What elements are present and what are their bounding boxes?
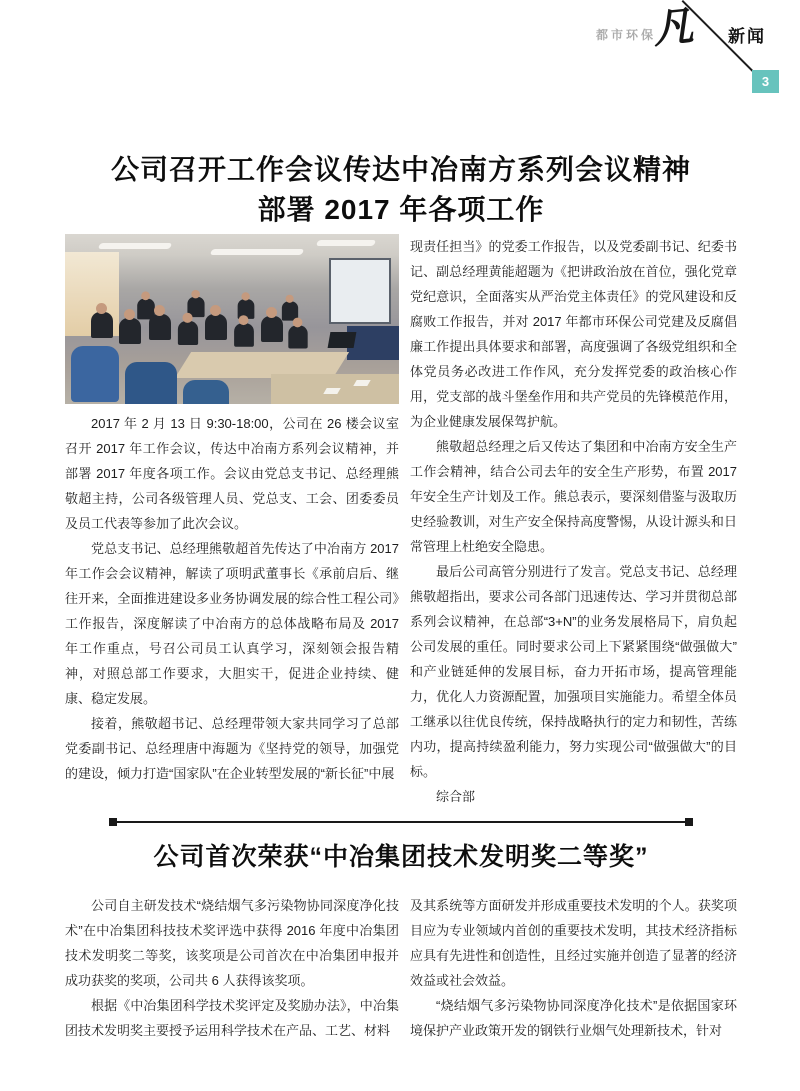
laptop — [328, 332, 357, 348]
article1-paragraph: 最后公司高管分别进行了发言。党总支书记、总经理熊敬超指出，要求公司各部门迅速传达、学习并贯彻总部系列会议精神，在总部“3+N”的业务发展格局下，肩负起公司发展的重任。同时要求公司上下紧紧围绕“做强做大”和产业链延伸的发展目标，奋力开拓市场，提高管理能力，优化人力资源配置，加强项目实施能力。希望全体员工继承以往优良传统，保持战略执行的定力和韧性，苦练内功，提高持续盈利能力，努力实现公司“做强做大”的目标。 — [410, 564, 737, 779]
ceiling-light — [210, 249, 304, 255]
article2-title: 公司首次荣获“中冶集团技术发明奖二等奖” — [153, 843, 649, 871]
meeting-photo — [65, 234, 399, 404]
article2-body — [65, 893, 737, 1043]
page-number-badge: 3 — [752, 70, 779, 93]
section-label-news: 新闻 — [728, 27, 766, 46]
attendee — [288, 326, 307, 349]
attendee — [91, 312, 113, 338]
ceiling-light — [316, 240, 376, 246]
article1-title-line2: 部署 2017 年各项工作 — [257, 194, 545, 225]
attendee — [178, 321, 198, 345]
brand-text: 都市环保 — [596, 28, 657, 42]
article1-title — [65, 150, 737, 230]
article1-body — [65, 234, 737, 809]
attendee — [234, 323, 254, 346]
article1-paragraph: 现责任担当》的党委工作报告，以及党委副书记、纪委书记、副总经理黄能超题为《把讲政治放在首位，强化党章党纪意识，全面落实从严治党主体责任》的党风建设和反腐败工作报告，并对 2017 年都市环保公司党建及反腐倡廉工作提出具体要求和部署，高度强调了各级党组织和全体党员务必改进工作作风，充分发挥党委的政治核心作用，党支部的战斗堡垒作用和共产党员的先锋模范作用，为企业健康发展保驾护航。 — [410, 239, 737, 429]
logo-calligraphy-glyph: 凡 — [650, 2, 696, 53]
article1-title-line1: 公司召开工作会议传达中冶南方系列会议精神 — [110, 154, 691, 185]
projection-screen — [329, 258, 391, 324]
article1-paragraph: 接着，熊敬超书记、总经理带领大家共同学习了总部党委副书记、总经理唐中海题为《坚持党的领导，加强党的建设，倾力打造“国家队”在企业转型发展的“新长征”中展 — [65, 716, 399, 781]
article2-paragraph: 及其系统等方面研发并形成重要技术发明的个人。获奖项目应为专业领域内首创的重要技术发明，其技术经济指标应具有先进性和创造性，且经过实施并创造了显著的经济效益或社会效益。 — [410, 898, 737, 988]
article-divider-rule — [111, 821, 691, 823]
page-content — [65, 150, 737, 1043]
article1-paragraph: 党总支书记、总经理熊敬超首先传达了中冶南方 2017 年工作会会议精神，解读了项明武董事长《承前启后、继往开来，全面推进建设多业务协调发展的综合性工程公司》工作报告，深度解读了中冶南方的总体战略布局及 2017 年工作重点，号召公司员工认真学习，深刻领会报告精神，对照总部工作要求，大胆实干，促进企业持续、健康、稳定发展。 — [65, 541, 399, 706]
blue-chair — [125, 362, 177, 404]
article1-paragraph: 2017 年 2 月 13 日 9:30-18:00，公司在 26 楼会议室召开 2017 年工作会议，传达中冶南方系列会议精神，并部署 2017 年度各项工作。会议由党总支书记、总经理熊敬超主持，公司各级管理人员、党总支、工会、团委委员及员工代表等参加了此次会议。 — [65, 416, 399, 531]
blue-chair — [71, 346, 119, 402]
article1-left-column — [65, 234, 399, 809]
attendee — [119, 318, 141, 344]
article1-right-column — [410, 234, 737, 809]
attendee — [149, 314, 171, 340]
meeting-photo-frame — [65, 234, 399, 404]
blue-chair — [183, 380, 229, 404]
article1-byline: 综合部 — [436, 789, 476, 804]
ceiling-light — [98, 243, 172, 249]
article2-paragraph: “烧结烟气多污染物协同深度净化技术”是依据国家环境保护产业政策开发的钢铁行业烟气处理新技术，针对 — [410, 998, 737, 1038]
article2-paragraph: 公司自主研发技术“烧结烟气多污染物协同深度净化技术”在中冶集团科技技术奖评选中获得 2016 年度中冶集团技术发明奖二等奖，该奖项是公司首次在中冶集团申报并成功获奖的奖项，公司共 6 人获得该奖项。 — [65, 898, 399, 988]
article2-left-column — [65, 893, 399, 1043]
attendee — [205, 314, 227, 340]
article2-paragraph: 根据《中冶集团科学技术奖评定及奖励办法》，中冶集团技术发明奖主要授予运用科学技术在产品、工艺、材料 — [65, 998, 399, 1038]
article2-right-column — [410, 893, 737, 1043]
article1-paragraph: 熊敬超总经理之后又传达了集团和中冶南方安全生产工作会精神，结合公司去年的安全生产形势，布置 2017 年安全生产计划及工作。熊总表示，要深刻借鉴与汲取历史经验教训，对生产安全保持高度警惕，从设计源头和日常管理上杜绝安全隐患。 — [410, 439, 737, 554]
attendee — [261, 316, 283, 342]
